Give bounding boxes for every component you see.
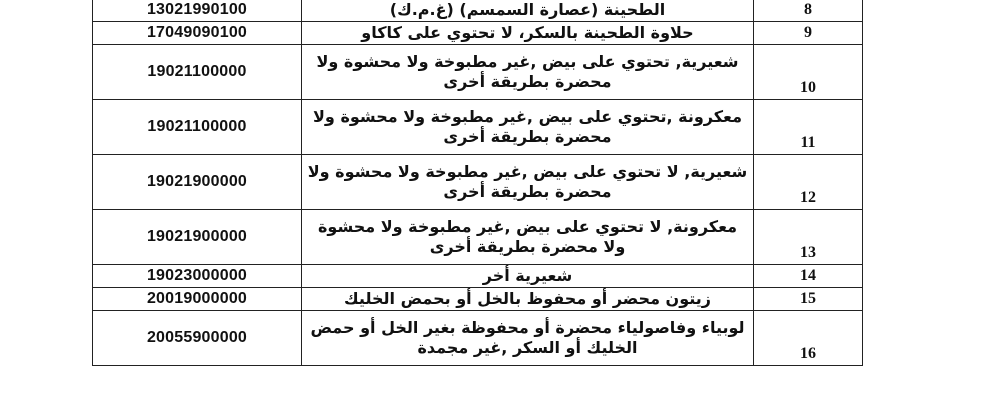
row-number: 16 bbox=[800, 345, 816, 362]
table-row bbox=[93, 155, 863, 210]
description-cell: شعيرية, تحتوي على بيض ,غير مطبوخة ولا محشوة ولا محضرة بطريقة أخرى bbox=[302, 45, 754, 100]
table-row bbox=[93, 100, 863, 155]
row-number-cell bbox=[754, 288, 863, 311]
hs-code-cell: 19021100000 bbox=[93, 100, 302, 155]
row-number: 12 bbox=[800, 189, 816, 206]
description-cell: حلاوة الطحينة بالسكر، لا تحتوي على كاكاو bbox=[302, 22, 754, 45]
description-cell: معكرونة ,تحتوي على بيض ,غير مطبوخة ولا محشوة ولا محضرة بطريقة أخرى bbox=[302, 100, 754, 155]
table-row bbox=[93, 311, 863, 366]
hs-code-cell: 20055900000 bbox=[93, 311, 302, 366]
description-cell: زيتون محضر أو محفوظ بالخل أو بحمض الخليك bbox=[302, 288, 754, 311]
table-row bbox=[93, 210, 863, 265]
description-cell: معكرونة, لا تحتوي على بيض ,غير مطبوخة ولا محشوة ولا محضرة بطريقة أخرى bbox=[302, 210, 754, 265]
row-number: 11 bbox=[800, 134, 816, 151]
hs-code-cell: 19021900000 bbox=[93, 155, 302, 210]
description-cell: لوبياء وفاصولياء محضرة أو محفوظة بغير الخل أو حمض الخليك أو السكر ,غير مجمدة bbox=[302, 311, 754, 366]
row-number: 10 bbox=[800, 79, 816, 96]
hs-code-cell: 19023000000 bbox=[93, 265, 302, 288]
row-number-cell bbox=[754, 45, 863, 100]
table-row bbox=[93, 265, 863, 288]
row-number-cell bbox=[754, 155, 863, 210]
row-number-cell bbox=[754, 0, 863, 22]
row-number: 9 bbox=[804, 24, 812, 41]
table-row bbox=[93, 45, 863, 100]
hs-code-cell: 19021900000 bbox=[93, 210, 302, 265]
row-number: 13 bbox=[800, 244, 816, 261]
hs-code-cell: 19021100000 bbox=[93, 45, 302, 100]
table-row bbox=[93, 22, 863, 45]
row-number: 14 bbox=[800, 267, 816, 284]
row-number-cell bbox=[754, 265, 863, 288]
row-number: 15 bbox=[800, 290, 816, 307]
table-row bbox=[93, 0, 863, 22]
row-number: 8 bbox=[804, 1, 812, 18]
hs-code-cell: 20019000000 bbox=[93, 288, 302, 311]
hs-code-cell: 17049090100 bbox=[93, 22, 302, 45]
row-number-cell bbox=[754, 22, 863, 45]
description-cell: شعيرية, لا تحتوي على بيض ,غير مطبوخة ولا محشوة ولا محضرة بطريقة أخرى bbox=[302, 155, 754, 210]
tariff-table bbox=[92, 0, 863, 366]
table-row bbox=[93, 288, 863, 311]
description-cell: الطحينة (عصارة السمسم) (غ.م.ك) bbox=[302, 0, 754, 22]
description-cell: شعيرية أخر bbox=[302, 265, 754, 288]
row-number-cell bbox=[754, 311, 863, 366]
hs-code-cell: 13021990100 bbox=[93, 0, 302, 22]
row-number-cell bbox=[754, 210, 863, 265]
row-number-cell bbox=[754, 100, 863, 155]
